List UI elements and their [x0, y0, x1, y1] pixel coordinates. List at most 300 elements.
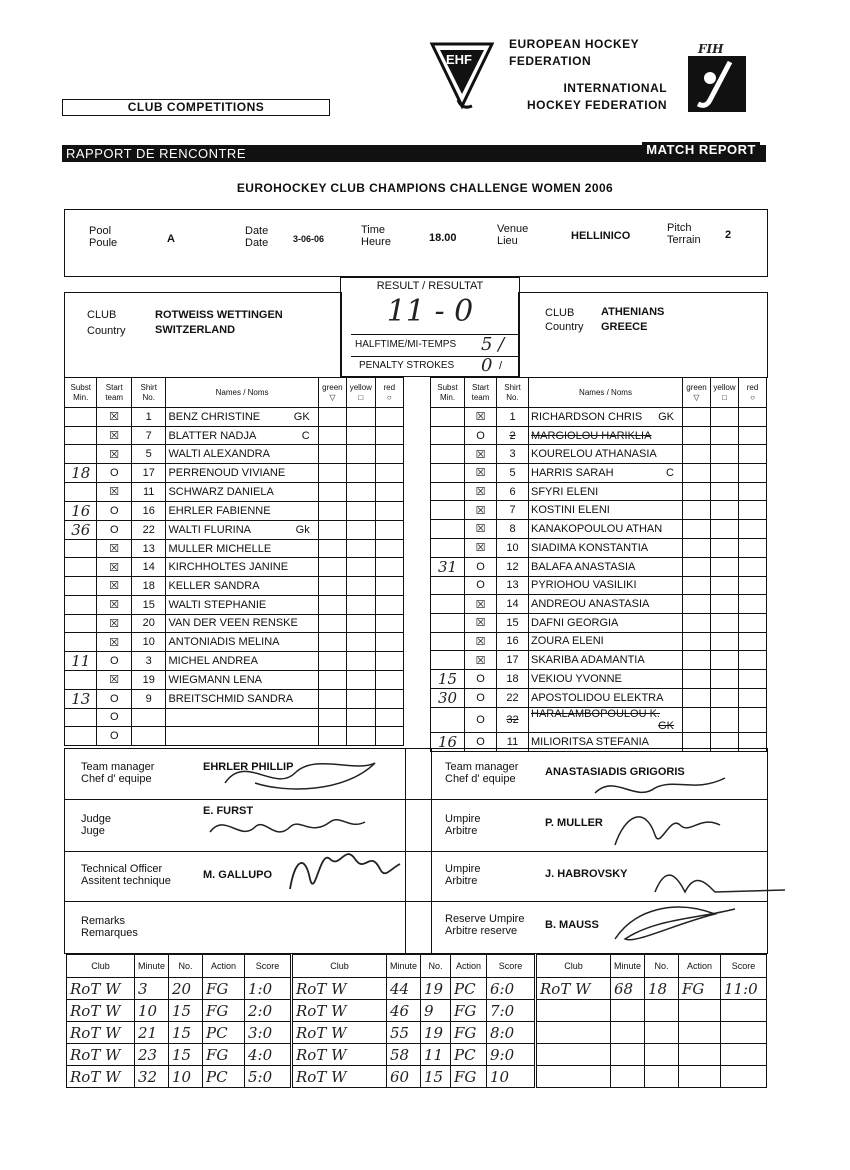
green-card-cell — [683, 445, 711, 464]
player-sub-minute — [65, 539, 97, 558]
goal-cell: RoT W — [67, 978, 135, 1000]
col-green-label: green — [322, 382, 343, 392]
goal-cell — [537, 1000, 611, 1022]
red-card-cell — [375, 727, 403, 746]
to-label: Technical Officer Assitent technique — [81, 863, 171, 887]
yellow-card-cell — [711, 707, 739, 732]
officials-section — [64, 748, 768, 954]
player-name — [166, 614, 318, 633]
time-value: 18.00 — [429, 232, 457, 244]
table-row — [431, 520, 767, 539]
goal-cell: RoT W — [67, 1022, 135, 1044]
red-card-cell — [375, 577, 403, 596]
player-name — [529, 501, 683, 520]
table-row — [65, 577, 404, 596]
yellow-card-cell — [711, 464, 739, 483]
player-name-text: VEKIOU YVONNE — [531, 672, 622, 685]
red-card-cell — [375, 595, 403, 614]
player-sub-minute — [65, 558, 97, 577]
player-start-mark: ☒ — [97, 445, 132, 464]
table-row — [65, 464, 404, 483]
player-sub-minute — [65, 670, 97, 689]
red-card-cell — [375, 651, 403, 670]
player-name-text: RICHARDSON CHRIS — [531, 410, 643, 423]
player-sub-minute — [65, 426, 97, 445]
green-card-cell — [683, 688, 711, 707]
goal-cell — [721, 1000, 767, 1022]
green-card-cell — [683, 464, 711, 483]
player-name-text: BREITSCHMID SANDRA — [168, 692, 294, 705]
player-name-text: MARGIOLOU HARIKLIA — [531, 429, 652, 442]
venue-value: HELLINICO — [571, 230, 631, 242]
goal-cell: RoT W — [537, 978, 611, 1000]
table-row — [65, 408, 404, 427]
player-name — [166, 633, 318, 652]
goal-cell — [611, 1044, 645, 1066]
table-row — [431, 426, 767, 445]
goal-cell: 21 — [135, 1022, 169, 1044]
player-name-text: ANDREOU ANASTASIA — [531, 598, 650, 611]
player-start-mark: O — [465, 576, 497, 595]
reserve-signature — [605, 899, 755, 949]
player-start-mark: ☒ — [465, 501, 497, 520]
player-name-text: BENZ CHRISTINE — [168, 410, 261, 423]
red-card-cell — [375, 408, 403, 427]
green-card-cell — [683, 557, 711, 576]
player-shirt-number: 14 — [497, 595, 529, 614]
goal-cell: PC — [203, 1022, 245, 1044]
green-card-cell — [318, 539, 346, 558]
yellow-card-cell — [347, 595, 375, 614]
goal-cell: RoT W — [67, 1044, 135, 1066]
player-name-text: BALAFA ANASTASIA — [531, 560, 636, 573]
player-sub-minute — [65, 614, 97, 633]
goal-row — [67, 1000, 291, 1022]
player-sub-minute — [65, 595, 97, 614]
player-start-mark: ☒ — [97, 633, 132, 652]
yellow-card-cell — [711, 501, 739, 520]
player-shirt-number: 20 — [131, 614, 166, 633]
goal-cell: 23 — [135, 1044, 169, 1066]
table-row — [431, 408, 767, 427]
player-name-text: KOURELOU ATHANASIA — [531, 448, 657, 461]
yellow-card-cell — [347, 689, 375, 708]
player-sub-minute: 11 — [65, 651, 97, 670]
green-card-cell — [318, 445, 346, 464]
green-card-cell — [318, 426, 346, 445]
goal-cell — [645, 1044, 679, 1066]
goal-cell — [679, 1000, 721, 1022]
table-row — [65, 558, 404, 577]
player-name — [166, 445, 318, 464]
table-row — [431, 445, 767, 464]
halftime-label: HALFTIME/MI-TEMPS — [355, 339, 457, 350]
goal-cell — [537, 1022, 611, 1044]
player-sub-minute — [431, 408, 465, 427]
goal-cell: 11:0 — [721, 978, 767, 1000]
goal-cell: 9 — [421, 1000, 451, 1022]
red-card-cell — [739, 688, 767, 707]
player-start-mark: ☒ — [97, 614, 132, 633]
goal-cell: RoT W — [293, 978, 387, 1000]
yellow-card-cell — [711, 669, 739, 688]
result-label: RESULT / RESULTAT — [376, 280, 484, 292]
yellow-card-cell — [711, 576, 739, 595]
col-subst: Subst Min. — [431, 378, 465, 408]
yellow-card-cell — [711, 482, 739, 501]
col-green-label: green — [686, 382, 707, 392]
home-manager-signature — [215, 753, 415, 799]
yellow-card-cell — [347, 614, 375, 633]
green-card-cell — [318, 501, 346, 520]
green-card-icon: ▽ — [693, 392, 700, 402]
yellow-card-cell — [347, 426, 375, 445]
player-sub-minute: 16 — [65, 501, 97, 520]
col-start: Start team — [97, 378, 132, 408]
player-sub-minute — [65, 727, 97, 746]
player-shirt-number: 11 — [131, 483, 166, 502]
green-card-cell — [318, 708, 346, 727]
table-row — [431, 557, 767, 576]
player-name-text: WALTI ALEXANDRA — [168, 448, 270, 461]
table-row — [431, 688, 767, 707]
player-shirt-number: 10 — [497, 538, 529, 557]
goal-cell: 1:0 — [245, 978, 291, 1000]
player-name — [166, 483, 318, 502]
player-shirt-number: 11 — [497, 732, 529, 751]
goals-header-no: No. — [421, 955, 451, 978]
player-shirt-number: 12 — [497, 557, 529, 576]
player-shirt-number: 7 — [497, 501, 529, 520]
green-card-cell — [318, 483, 346, 502]
player-name-text: DAFNI GEORGIA — [531, 616, 619, 629]
away-manager-signature — [585, 773, 745, 803]
player-name-text: SFYRI ELENI — [531, 485, 599, 498]
goal-cell — [721, 1044, 767, 1066]
red-card-cell — [375, 520, 403, 539]
green-card-cell — [683, 613, 711, 632]
goal-cell: 15 — [169, 1022, 203, 1044]
player-name — [529, 482, 683, 501]
umpire2-name: J. HABROVSKY — [545, 868, 628, 880]
rapport-title: RAPPORT DE RENCONTRE — [66, 146, 246, 161]
player-name — [166, 520, 318, 539]
player-name-text: SCHWARZ DANIELA — [168, 485, 274, 498]
green-card-cell — [318, 727, 346, 746]
goals-table-2 — [292, 954, 535, 1088]
player-start-mark: ☒ — [97, 577, 132, 596]
green-card-cell — [318, 595, 346, 614]
player-start-mark: O — [97, 464, 132, 483]
yellow-card-cell — [347, 539, 375, 558]
goal-cell: PC — [451, 978, 487, 1000]
player-start-mark: ☒ — [465, 538, 497, 557]
red-card-cell — [739, 538, 767, 557]
player-start-mark: O — [97, 727, 132, 746]
red-card-cell — [739, 632, 767, 651]
table-row — [431, 464, 767, 483]
player-name — [529, 520, 683, 539]
goal-cell: 20 — [169, 978, 203, 1000]
player-name-text: BLATTER NADJA — [168, 429, 257, 442]
umpire1-name: P. MULLER — [545, 817, 603, 829]
goals-header-minute: Minute — [387, 955, 421, 978]
yellow-card-icon: □ — [358, 392, 364, 402]
red-card-cell — [375, 445, 403, 464]
goal-cell: 10 — [169, 1066, 203, 1088]
player-start-mark: O — [465, 688, 497, 707]
competition-title: EUROHOCKEY CLUB CHAMPIONS CHALLENGE WOMEN 2006 — [236, 181, 614, 195]
away-club-label: CLUB — [545, 307, 575, 319]
away-country: GREECE — [601, 321, 648, 333]
ehf-logo-text: EHF — [446, 52, 472, 67]
home-manager-name: EHRLER PHILLIP — [203, 761, 294, 773]
col-green — [683, 378, 711, 408]
goal-row — [293, 1000, 535, 1022]
goal-cell: 3 — [135, 978, 169, 1000]
green-card-cell — [683, 501, 711, 520]
goal-cell: 55 — [387, 1022, 421, 1044]
table-row — [431, 613, 767, 632]
goal-row — [537, 1044, 767, 1066]
player-name-text: HARRIS SARAH — [531, 466, 614, 479]
goal-cell: FG — [451, 1000, 487, 1022]
green-card-cell — [683, 482, 711, 501]
player-name-text: ANTONIADIS MELINA — [168, 636, 280, 649]
player-shirt-number — [131, 727, 166, 746]
player-name — [529, 707, 683, 732]
player-name-text: SKARIBA ADAMANTIA — [531, 654, 645, 667]
away-manager-label: Team manager Chef d' equipe — [445, 761, 519, 785]
red-card-cell — [739, 501, 767, 520]
yellow-card-cell — [711, 632, 739, 651]
player-role: C — [301, 429, 310, 442]
goal-cell — [537, 1044, 611, 1066]
green-card-cell — [318, 633, 346, 652]
fih-logo-icon — [688, 56, 748, 112]
player-shirt-number: 17 — [497, 651, 529, 670]
player-sub-minute — [65, 577, 97, 596]
player-start-mark: O — [465, 707, 497, 732]
player-name-text: MILIORITSA STEFANIA — [531, 735, 649, 748]
table-row — [65, 520, 404, 539]
goal-cell — [611, 1066, 645, 1088]
goal-row — [293, 978, 535, 1000]
yellow-card-cell — [347, 408, 375, 427]
table-row — [65, 501, 404, 520]
yellow-card-cell — [347, 670, 375, 689]
goal-cell: 3:0 — [245, 1022, 291, 1044]
goal-cell: RoT W — [293, 1022, 387, 1044]
goal-cell: FG — [451, 1066, 487, 1088]
player-name — [529, 426, 683, 445]
to-name: M. GALLUPO — [203, 869, 273, 881]
goal-cell: 19 — [421, 978, 451, 1000]
table-row — [431, 669, 767, 688]
time-label: Time Heure — [361, 224, 391, 248]
goal-cell: 44 — [387, 978, 421, 1000]
goal-row — [537, 978, 767, 1000]
player-shirt-number: 7 — [131, 426, 166, 445]
player-sub-minute — [431, 538, 465, 557]
player-shirt-number: 1 — [497, 408, 529, 427]
player-start-mark: O — [465, 557, 497, 576]
col-red — [375, 378, 403, 408]
goal-cell: FG — [203, 1000, 245, 1022]
goal-cell: 46 — [387, 1000, 421, 1022]
player-name-text: PERRENOUD VIVIANE — [168, 467, 286, 480]
reserve-label: Reserve Umpire Arbitre reserve — [445, 913, 525, 937]
player-sub-minute: 15 — [431, 669, 465, 688]
player-name-text: ZOURA ELENI — [531, 635, 604, 648]
red-card-cell — [739, 613, 767, 632]
player-start-mark: ☒ — [97, 558, 132, 577]
player-start-mark: ☒ — [465, 520, 497, 539]
goal-cell: FG — [451, 1022, 487, 1044]
player-shirt-number: 5 — [497, 464, 529, 483]
penalty-label: PENALTY STROKES — [359, 360, 455, 371]
red-card-cell — [739, 520, 767, 539]
player-start-mark: ☒ — [97, 539, 132, 558]
player-name-text: MULLER MICHELLE — [168, 542, 272, 555]
penalty-value: / — [499, 360, 503, 372]
player-start-mark: ☒ — [465, 445, 497, 464]
goal-cell — [679, 1044, 721, 1066]
player-sub-minute: 31 — [431, 557, 465, 576]
green-card-icon: ▽ — [329, 392, 336, 402]
goal-cell: 18 — [645, 978, 679, 1000]
green-card-cell — [318, 689, 346, 708]
player-name — [529, 557, 683, 576]
player-sub-minute — [65, 445, 97, 464]
player-name — [166, 651, 318, 670]
judge-signature — [205, 807, 375, 847]
table-row — [431, 651, 767, 670]
goal-cell — [611, 1022, 645, 1044]
green-card-cell — [683, 632, 711, 651]
goals-header-no: No. — [169, 955, 203, 978]
goal-cell: 58 — [387, 1044, 421, 1066]
player-start-mark: ☒ — [97, 483, 132, 502]
goals-header-action: Action — [679, 955, 721, 978]
red-card-cell — [739, 595, 767, 614]
green-card-cell — [318, 577, 346, 596]
player-sub-minute — [431, 632, 465, 651]
table-row — [65, 445, 404, 464]
home-club-name: ROTWEISS WETTINGEN — [155, 309, 283, 321]
player-name-text: WALTI STEPHANIE — [168, 598, 267, 611]
player-start-mark: ☒ — [97, 426, 132, 445]
red-card-cell — [375, 689, 403, 708]
halftime-value: 5 / 0 — [481, 334, 505, 376]
goal-row — [293, 1066, 535, 1088]
player-name — [529, 538, 683, 557]
col-red — [739, 378, 767, 408]
player-name-text: WALTI FLURINA — [168, 523, 251, 536]
goal-row — [67, 1066, 291, 1088]
yellow-card-cell — [347, 501, 375, 520]
goal-cell: 11 — [421, 1044, 451, 1066]
goal-cell: RoT W — [67, 1000, 135, 1022]
goal-cell: 9:0 — [487, 1044, 535, 1066]
table-row — [431, 595, 767, 614]
pool-value: A — [167, 233, 175, 245]
umpire2-label: Umpire Arbitre — [445, 863, 481, 887]
green-card-cell — [318, 558, 346, 577]
table-row — [65, 426, 404, 445]
col-start: Start team — [465, 378, 497, 408]
red-card-icon: ○ — [386, 392, 392, 402]
table-row — [65, 670, 404, 689]
green-card-cell — [683, 576, 711, 595]
player-name — [529, 669, 683, 688]
red-card-cell — [739, 651, 767, 670]
player-name-text: PYRIOHOU VASILIKI — [531, 579, 637, 592]
player-start-mark: ☒ — [465, 408, 497, 427]
table-row — [65, 633, 404, 652]
goal-cell: 15 — [169, 1044, 203, 1066]
goal-cell: RoT W — [293, 1000, 387, 1022]
player-sub-minute — [431, 595, 465, 614]
player-shirt-number: 3 — [497, 445, 529, 464]
player-shirt-number: 9 — [131, 689, 166, 708]
goal-cell: 15 — [169, 1000, 203, 1022]
table-row — [431, 482, 767, 501]
table-row — [431, 632, 767, 651]
player-name — [529, 445, 683, 464]
player-sub-minute — [431, 464, 465, 483]
player-name — [166, 501, 318, 520]
player-name-text: APOSTOLIDOU ELEKTRA — [531, 691, 664, 704]
col-red-label: red — [746, 382, 759, 392]
table-row — [431, 576, 767, 595]
player-name — [166, 595, 318, 614]
goal-cell: 68 — [611, 978, 645, 1000]
player-start-mark: O — [97, 501, 132, 520]
goal-cell: 15 — [421, 1066, 451, 1088]
goal-cell — [645, 1022, 679, 1044]
player-start-mark: ☒ — [465, 651, 497, 670]
player-shirt-number: 18 — [497, 669, 529, 688]
goal-row — [293, 1044, 535, 1066]
player-name-text: EHRLER FABIENNE — [168, 504, 271, 517]
yellow-card-cell — [711, 651, 739, 670]
player-shirt-number: 17 — [131, 464, 166, 483]
goal-cell — [679, 1066, 721, 1088]
pool-label: Pool Poule — [89, 225, 118, 249]
col-yellow — [711, 378, 739, 408]
player-start-mark: O — [465, 732, 497, 751]
green-card-cell — [318, 614, 346, 633]
goal-row — [67, 1044, 291, 1066]
home-manager-label: Team manager Chef d' equipe — [81, 761, 155, 785]
ehf-name: EUROPEAN HOCKEY FEDERATION — [509, 37, 640, 68]
player-shirt-number: 13 — [497, 576, 529, 595]
red-card-cell — [739, 707, 767, 732]
umpire2-signature — [645, 857, 795, 901]
player-sub-minute: 16 — [431, 732, 465, 751]
goal-cell: FG — [203, 1044, 245, 1066]
goal-cell: 10 — [135, 1000, 169, 1022]
red-card-cell — [739, 445, 767, 464]
goal-cell: 60 — [387, 1066, 421, 1088]
yellow-card-cell — [711, 538, 739, 557]
goal-cell: FG — [203, 978, 245, 1000]
player-start-mark: ☒ — [97, 408, 132, 427]
goal-cell — [537, 1066, 611, 1088]
date-value: 3-06-06 — [293, 234, 325, 244]
player-name — [166, 426, 318, 445]
